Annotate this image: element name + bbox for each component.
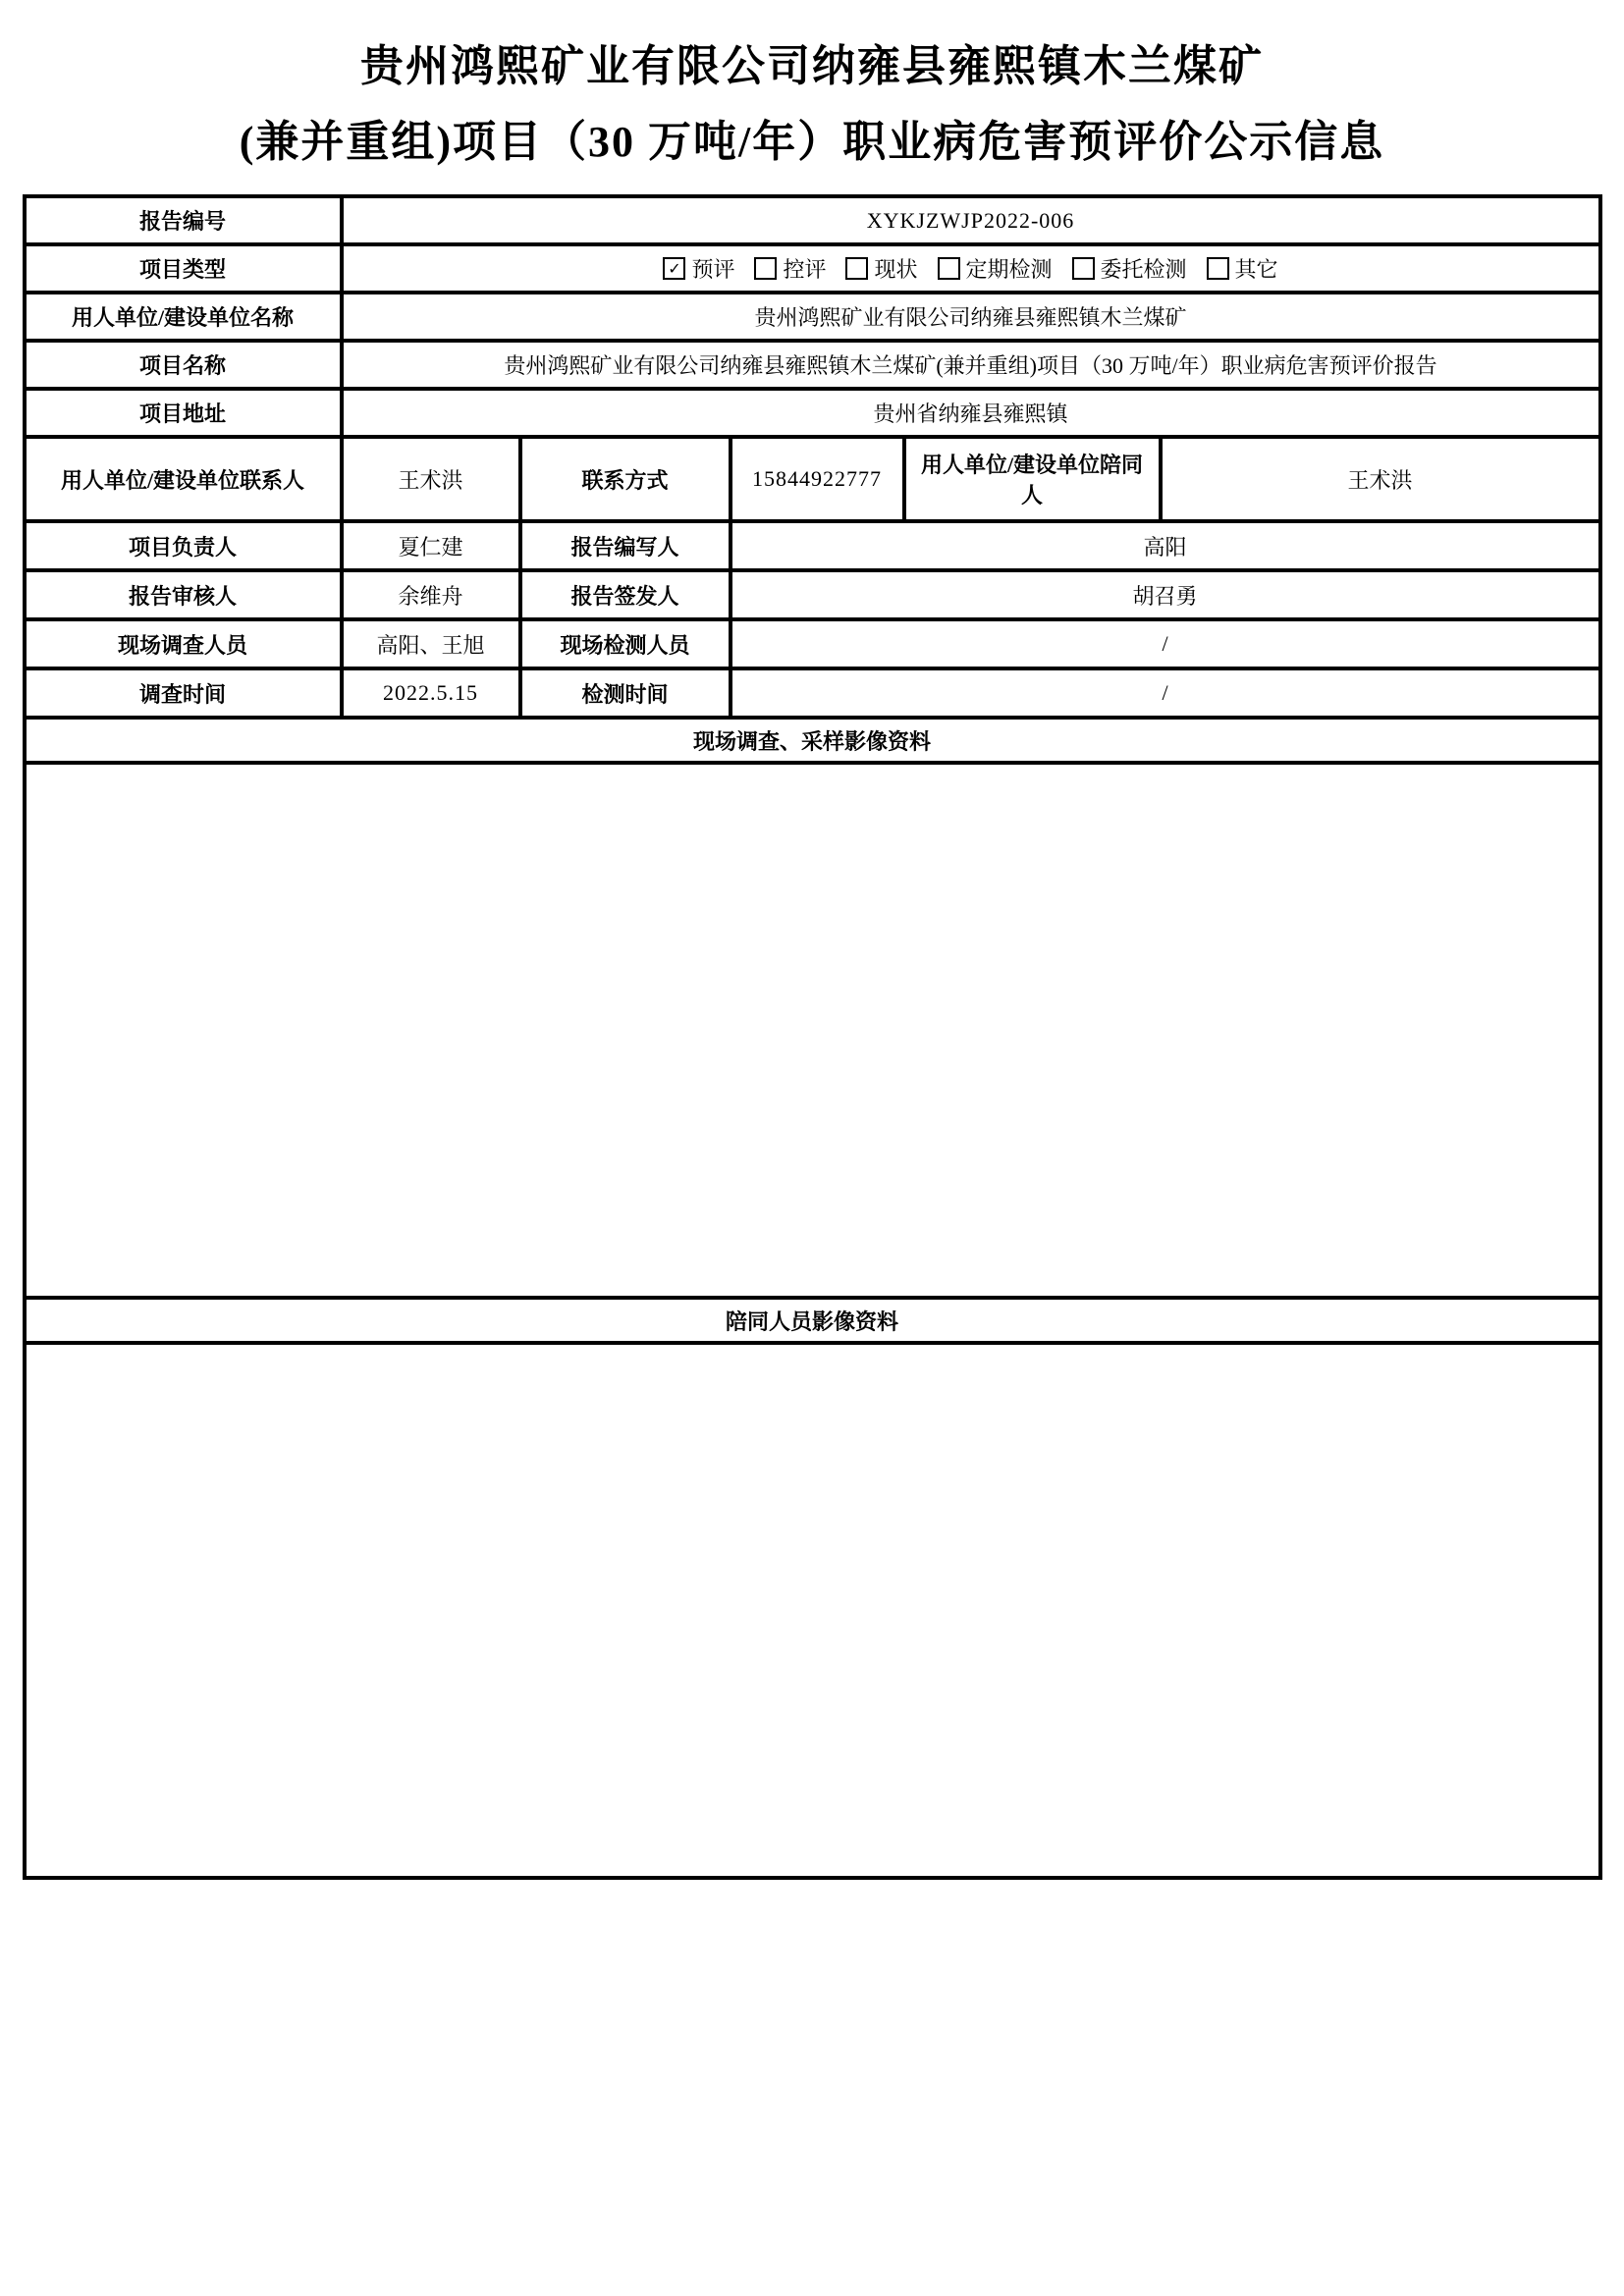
survey-photos-empty-area (25, 763, 1600, 1298)
document-title-line2: (兼并重组)项目（30 万吨/年）职业病危害预评价公示信息 (239, 118, 1385, 166)
project-manager-label: 项目负责人 (25, 521, 342, 570)
row-project-manager (25, 521, 1600, 570)
checked-checkbox-icon: ✓ (663, 257, 685, 280)
survey-date-value: 2022.5.15 (342, 668, 520, 718)
checkbox-label: 定期检测 (965, 257, 1053, 282)
row-section-survey-photos-header (25, 718, 1600, 763)
row-survey-photos-area (25, 763, 1600, 1298)
document-title-line1: 贵州鸿熙矿业有限公司纳雍县雍熙镇木兰煤矿 (360, 42, 1264, 90)
checkbox-label: 委托检测 (1100, 257, 1187, 282)
contact-person-value: 王术洪 (342, 437, 520, 521)
checkbox-label: 现状 (874, 257, 918, 282)
row-project-name (25, 341, 1600, 389)
escort-photos-section-title: 陪同人员影像资料 (25, 1298, 1600, 1343)
contact-person-label: 用人单位/建设单位联系人 (25, 437, 342, 521)
project-name-value: 贵州鸿熙矿业有限公司纳雍县雍熙镇木兰煤矿(兼并重组)项目（30 万吨/年）职业病危害预评价报告 (342, 341, 1600, 389)
checkbox-label: 其它 (1234, 257, 1278, 282)
project-address-label: 项目地址 (25, 389, 342, 437)
report-writer-value: 高阳 (731, 521, 1600, 570)
escort-photos-empty-area (25, 1343, 1600, 1878)
report-no-value: XYKJZWJP2022-006 (342, 196, 1600, 244)
report-reviewer-label: 报告审核人 (25, 570, 342, 619)
checkbox-option-other (1207, 253, 1278, 284)
checkbox-label: 预评 (691, 257, 735, 282)
report-issuer-value: 胡召勇 (731, 570, 1600, 619)
project-type-label: 项目类型 (25, 244, 342, 293)
checkbox-option-control-evaluation (754, 253, 826, 284)
report-issuer-label: 报告签发人 (520, 570, 731, 619)
phone-value: 15844922777 (731, 437, 904, 521)
employer-name-value: 贵州鸿熙矿业有限公司纳雍县雍熙镇木兰煤矿 (342, 293, 1600, 341)
unchecked-checkbox-icon (1207, 257, 1229, 280)
project-type-options (342, 244, 1600, 293)
escort-label: 用人单位/建设单位陪同人 (904, 437, 1161, 521)
escort-value: 王术洪 (1161, 437, 1600, 521)
phone-label: 联系方式 (520, 437, 731, 521)
row-site-personnel (25, 619, 1600, 668)
row-project-address (25, 389, 1600, 437)
unchecked-checkbox-icon (845, 257, 868, 280)
site-testers-value: / (731, 619, 1600, 668)
unchecked-checkbox-icon (754, 257, 777, 280)
project-manager-value: 夏仁建 (342, 521, 520, 570)
site-surveyors-label: 现场调查人员 (25, 619, 342, 668)
unchecked-checkbox-icon (938, 257, 960, 280)
row-project-type (25, 244, 1600, 293)
survey-photos-section-title: 现场调查、采样影像资料 (25, 718, 1600, 763)
project-address-value: 贵州省纳雍县雍熙镇 (342, 389, 1600, 437)
report-no-label: 报告编号 (25, 196, 342, 244)
row-dates (25, 668, 1600, 718)
row-employer-name (25, 293, 1600, 341)
checkbox-label: 控评 (783, 257, 827, 282)
report-writer-label: 报告编写人 (520, 521, 731, 570)
checkbox-option-preevaluation (663, 253, 734, 284)
checkbox-option-commissioned-testing (1072, 253, 1187, 284)
disclosure-form-table (23, 194, 1602, 1880)
site-testers-label: 现场检测人员 (520, 619, 731, 668)
test-date-value: / (731, 668, 1600, 718)
report-reviewer-value: 余维舟 (342, 570, 520, 619)
checkbox-option-periodic-testing (938, 253, 1053, 284)
row-report-review (25, 570, 1600, 619)
checkbox-option-current-status (845, 253, 917, 284)
test-date-label: 检测时间 (520, 668, 731, 718)
row-contacts (25, 437, 1600, 521)
project-name-label: 项目名称 (25, 341, 342, 389)
row-section-escort-photos-header (25, 1298, 1600, 1343)
employer-name-label: 用人单位/建设单位名称 (25, 293, 342, 341)
row-report-no (25, 196, 1600, 244)
site-surveyors-value: 高阳、王旭 (342, 619, 520, 668)
survey-date-label: 调查时间 (25, 668, 342, 718)
unchecked-checkbox-icon (1072, 257, 1095, 280)
row-escort-photos-area (25, 1343, 1600, 1878)
